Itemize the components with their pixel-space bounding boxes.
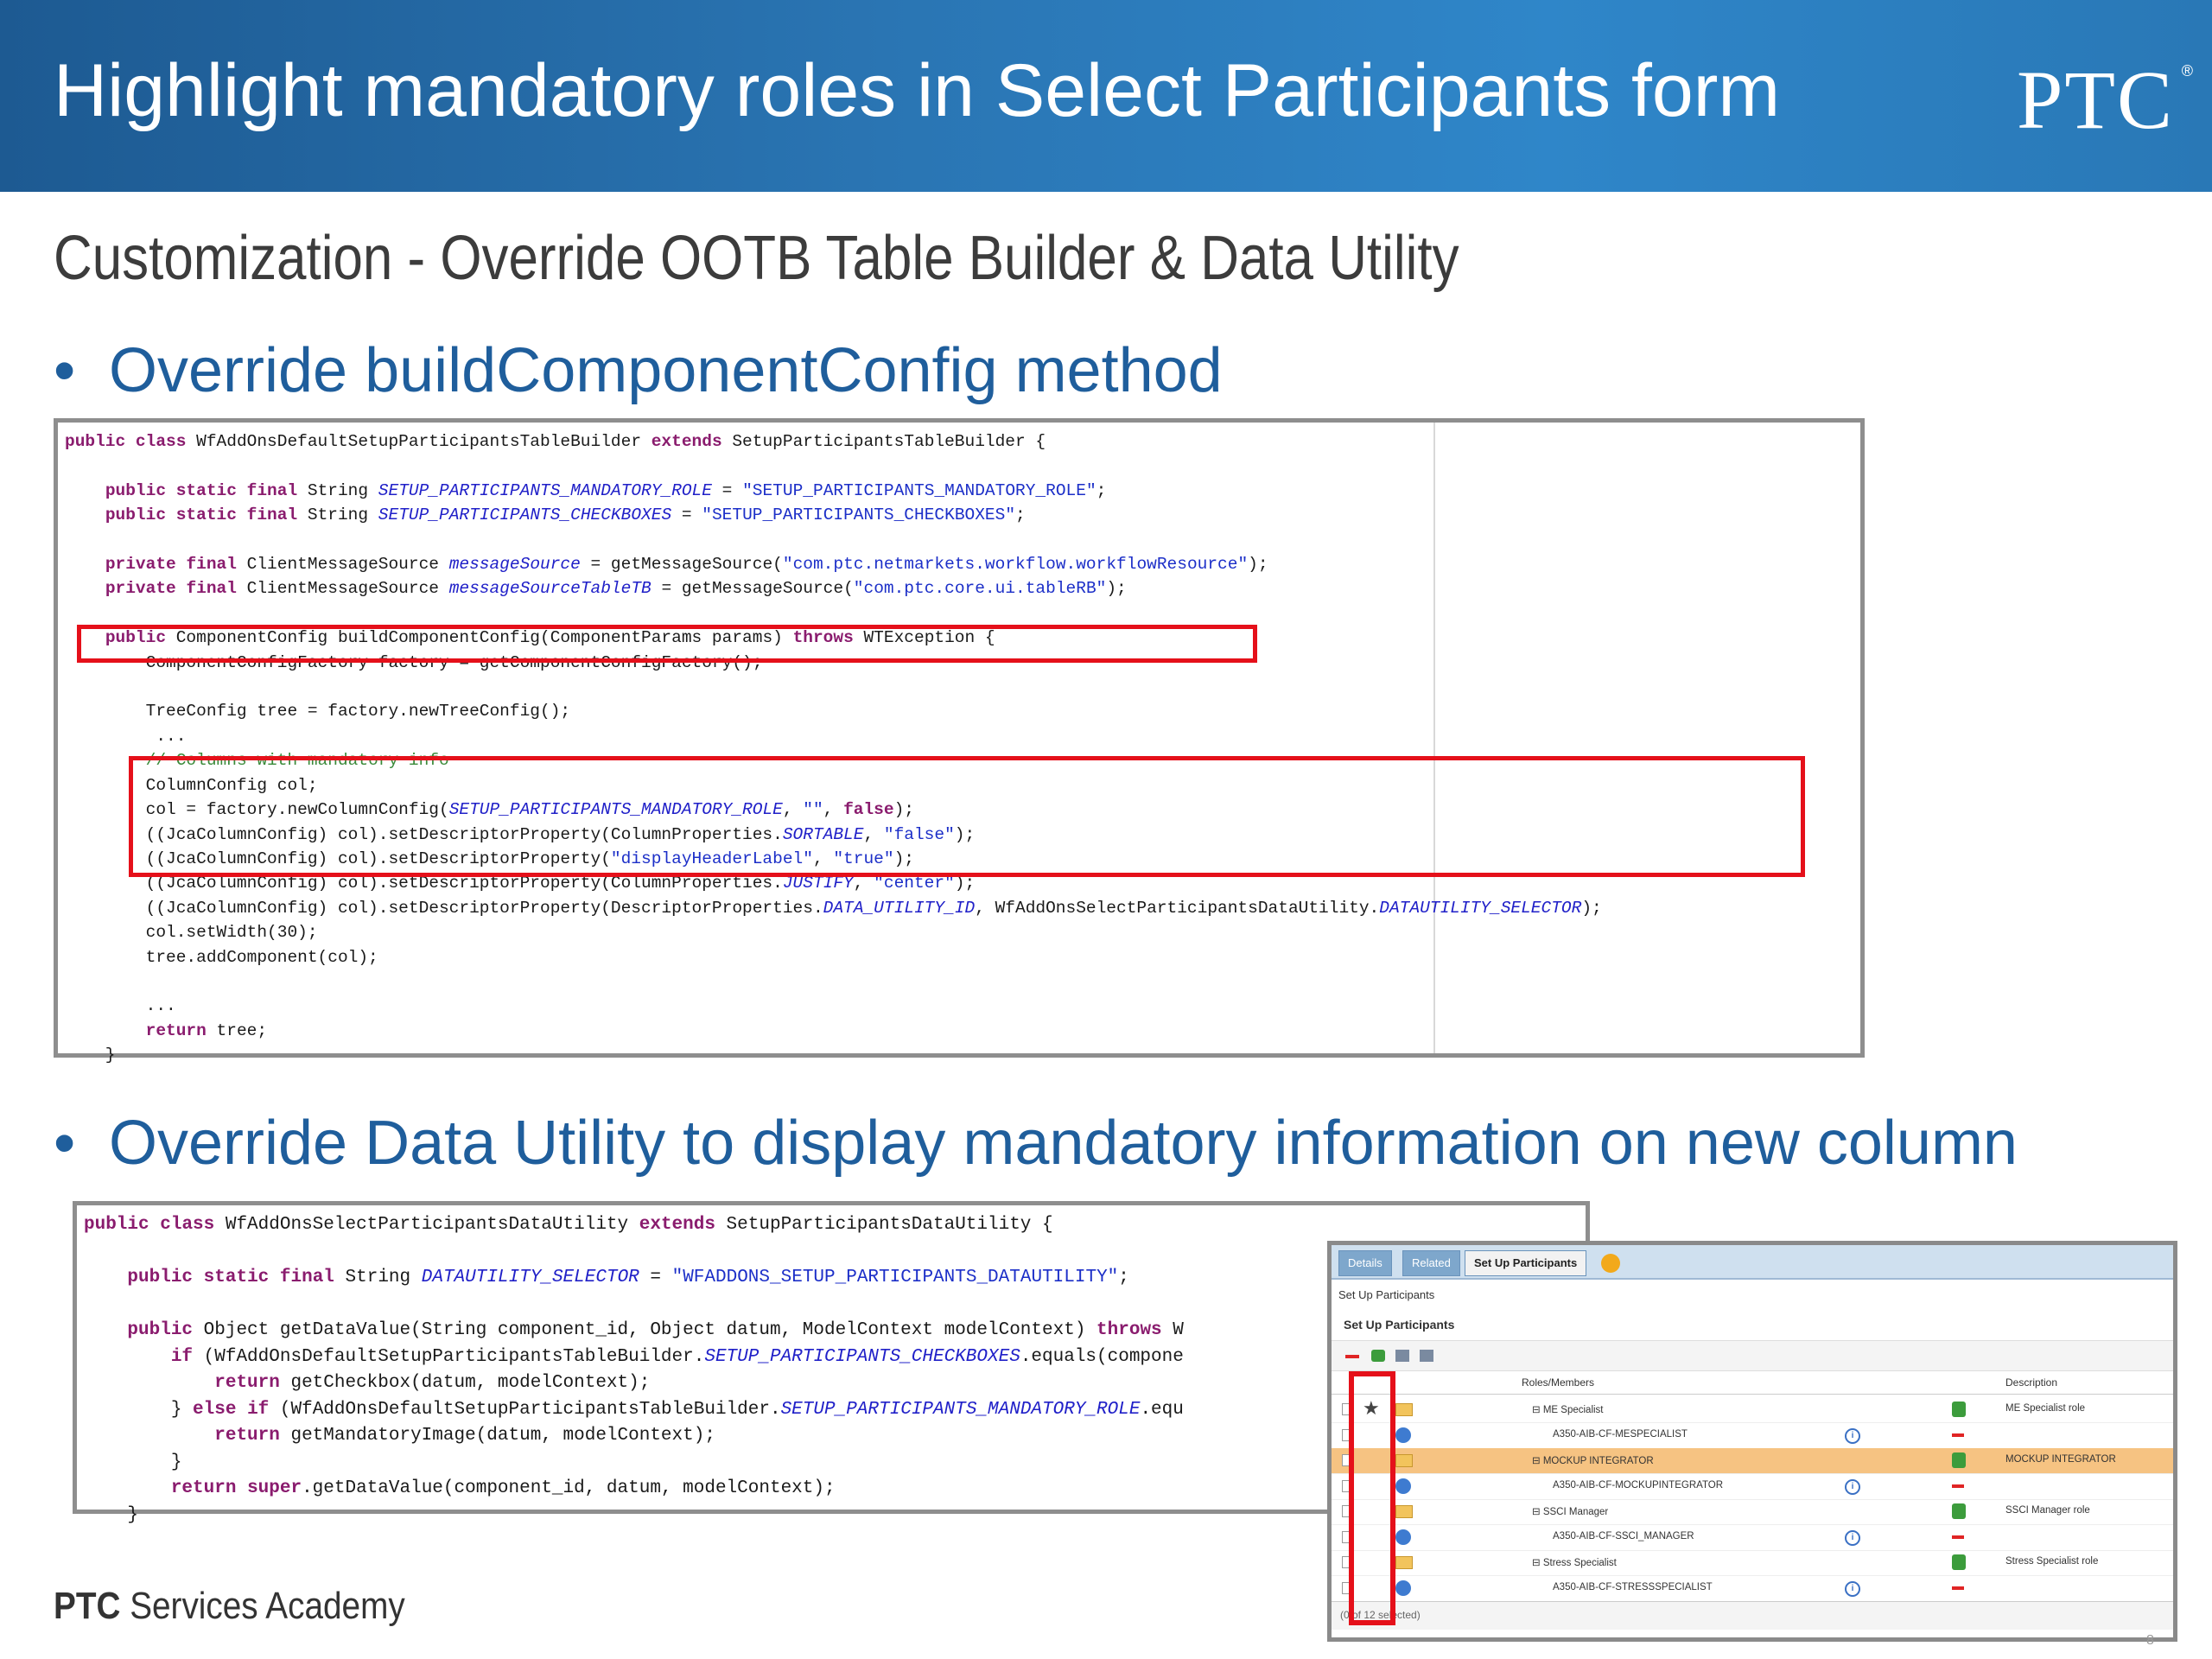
- role-name: ⊟ ME Specialist: [1532, 1405, 1604, 1415]
- bullet-data-utility: [54, 1108, 2018, 1179]
- bullet-dot-icon: •: [54, 336, 76, 405]
- code-line: col = factory.newColumnConfig(SETUP_PARTICIPANTS_MANDATORY_ROLE, "", false);: [65, 800, 914, 820]
- code-line: private final ClientMessageSource messageSource = getMessageSource("com.ptc.netmarkets.workflow.workflowResource");: [105, 555, 1268, 575]
- code-line: ((JcaColumnConfig) col).setDescriptorProperty(ColumnProperties.SORTABLE, "false");: [65, 824, 976, 844]
- tab-related[interactable]: Related: [1402, 1250, 1460, 1276]
- member-name: A350-AIB-CF-SSCI_MANAGER: [1553, 1530, 1694, 1541]
- code-line: ...: [65, 996, 176, 1016]
- bullet-build-component-config: [54, 335, 1223, 406]
- section-title[interactable]: Set Up Participants: [1344, 1318, 1455, 1332]
- code-line: [65, 969, 1602, 994]
- code-line: return tree;: [145, 1020, 268, 1040]
- role-folder-icon: [1395, 1556, 1413, 1569]
- copy-icon[interactable]: [1395, 1350, 1409, 1362]
- logo-trademark: ®: [2181, 62, 2193, 79]
- info-icon[interactable]: i: [1845, 1428, 1860, 1444]
- remove-member-icon[interactable]: [1952, 1535, 1964, 1539]
- table-builder-code-snippet: [54, 418, 1865, 1065]
- code-line: return getCheckbox(datum, modelContext);: [214, 1373, 651, 1393]
- table-row[interactable]: [1332, 1423, 2173, 1449]
- column-description[interactable]: Description: [2005, 1376, 2058, 1389]
- tab-set-up-participants[interactable]: Set Up Participants: [1465, 1250, 1586, 1276]
- page-number: 8: [2146, 1633, 2154, 1648]
- code-line: return getMandatoryImage(datum, modelContext);: [214, 1426, 715, 1446]
- code-line: // Columns with mandatory info: [145, 751, 449, 771]
- code-line: ComponentConfigFactory factory = getComponentConfigFactory();: [65, 652, 763, 672]
- remove-member-icon[interactable]: [1952, 1484, 1964, 1488]
- code-line: private final ClientMessageSource messageSourceTableTB = getMessageSource("com.ptc.core.ui.tableRB");: [105, 579, 1127, 599]
- method-signature-highlight: [77, 625, 1257, 663]
- tab-details[interactable]: Details: [1338, 1250, 1392, 1276]
- column-roles-members[interactable]: Roles/Members: [1522, 1376, 1595, 1389]
- ptc-logo: PTC: [2016, 54, 2174, 146]
- add-member-icon[interactable]: [1952, 1503, 1966, 1519]
- bullet-text: Override buildComponentConfig method: [109, 336, 1223, 405]
- code-line: public class WfAddOnsDefaultSetupParticipantsTableBuilder extends SetupParticipantsTableBuilder {: [65, 432, 1046, 451]
- gear-icon[interactable]: [1601, 1254, 1620, 1273]
- section-label: Set Up Participants: [1338, 1288, 1435, 1301]
- code-line: return super.getDataValue(component_id, datum, modelContext);: [170, 1478, 836, 1498]
- code-line: public static final String DATAUTILITY_SELECTOR = "WFADDONS_SETUP_PARTICIPANTS_DATAUTILITY";: [127, 1268, 1129, 1287]
- paste-icon[interactable]: [1420, 1350, 1433, 1362]
- remove-icon[interactable]: [1345, 1355, 1359, 1358]
- info-icon[interactable]: i: [1845, 1581, 1860, 1597]
- table-footer: [1332, 1601, 2173, 1630]
- role-folder-icon: [1395, 1454, 1413, 1467]
- role-folder-icon: [1395, 1505, 1413, 1518]
- select-participants-screenshot: [1327, 1241, 2177, 1642]
- code-line: ...: [65, 726, 187, 746]
- code-line: tree.addComponent(col);: [65, 947, 378, 967]
- info-icon[interactable]: i: [1845, 1530, 1860, 1546]
- remove-member-icon[interactable]: [1952, 1433, 1964, 1437]
- code-line: public ComponentConfig buildComponentConfig(ComponentParams params) throws WTException {: [105, 628, 995, 648]
- table-row[interactable]: [1332, 1474, 2173, 1500]
- code-line: }: [65, 1046, 116, 1065]
- role-name: ⊟ MOCKUP INTEGRATOR: [1532, 1456, 1654, 1466]
- add-member-icon[interactable]: [1952, 1452, 1966, 1468]
- code-line: ((JcaColumnConfig) col).setDescriptorProperty("displayHeaderLabel", "true");: [65, 849, 914, 868]
- info-icon[interactable]: i: [1845, 1479, 1860, 1495]
- code-line: ColumnConfig col;: [65, 775, 318, 795]
- table-row[interactable]: [1332, 1576, 2173, 1602]
- footer-brand: [54, 1585, 405, 1628]
- code-line: [65, 528, 1602, 552]
- table-row[interactable]: [1332, 1525, 2173, 1551]
- code-line: public static final String SETUP_PARTICIPANTS_CHECKBOXES = "SETUP_PARTICIPANTS_CHECKBOXES";: [105, 505, 1026, 525]
- role-description: SSCI Manager role: [2005, 1505, 2090, 1516]
- code-line: [84, 1292, 1184, 1319]
- role-description: Stress Specialist role: [2005, 1556, 2099, 1567]
- mandatory-column-highlight: [1349, 1371, 1395, 1625]
- add-participant-icon[interactable]: [1371, 1350, 1385, 1362]
- role-name: ⊟ Stress Specialist: [1532, 1558, 1617, 1568]
- code-line: ((JcaColumnConfig) col).setDescriptorProperty(DescriptorProperties.DATA_UTILITY_ID, WfAddOnsSelectParticipantsDataUtility.DATAUTILITY_SELECTOR);: [65, 898, 1602, 918]
- slide-subtitle: Customization - Override OOTB Table Builder & Data Utility: [54, 224, 1459, 293]
- user-icon: [1395, 1427, 1411, 1443]
- table-row[interactable]: [1332, 1550, 2173, 1576]
- bullet-text: Override Data Utility to display mandatory information on new column: [109, 1109, 2018, 1178]
- bullet-dot-icon: •: [54, 1109, 76, 1178]
- code-line: }: [84, 1504, 139, 1525]
- column-config-highlight: [129, 756, 1805, 877]
- code-line: [84, 1239, 1184, 1266]
- add-member-icon[interactable]: [1952, 1554, 1966, 1570]
- code-line: public class WfAddOnsSelectParticipantsDataUtility extends SetupParticipantsDataUtility {: [84, 1215, 1053, 1235]
- code-line: public Object getDataValue(String component_id, Object datum, ModelContext modelContext) throws W: [127, 1320, 1184, 1340]
- footer-brand-text: Services Academy: [120, 1585, 405, 1627]
- member-name: A350-AIB-CF-MESPECIALIST: [1553, 1428, 1688, 1440]
- code-block: [65, 429, 1602, 1068]
- role-folder-icon: [1395, 1403, 1413, 1416]
- code-line: }: [84, 1452, 182, 1472]
- slide-title: Highlight mandatory roles in Select Participants form: [54, 49, 1780, 132]
- mandatory-star-icon: ★: [1363, 1397, 1380, 1419]
- table-row[interactable]: [1332, 1499, 2173, 1525]
- code-line: TreeConfig tree = factory.newTreeConfig();: [65, 702, 571, 721]
- code-line: if (WfAddOnsDefaultSetupParticipantsTableBuilder.SETUP_PARTICIPANTS_CHECKBOXES.equals(compone: [170, 1346, 1184, 1367]
- role-description: ME Specialist role: [2005, 1403, 2086, 1414]
- member-name: A350-AIB-CF-STRESSSPECIALIST: [1553, 1581, 1713, 1592]
- title-banner: [0, 0, 2212, 192]
- role-description: MOCKUP INTEGRATOR: [2005, 1454, 2116, 1465]
- code-line: [65, 601, 1602, 626]
- user-icon: [1395, 1580, 1411, 1596]
- code-line: ((JcaColumnConfig) col).setDescriptorProperty(ColumnProperties.JUSTIFY, "center");: [65, 874, 976, 893]
- user-icon: [1395, 1478, 1411, 1494]
- code-line: [65, 454, 1602, 478]
- table-header: [1332, 1371, 2173, 1395]
- tab-bar: [1332, 1245, 2173, 1280]
- role-name: ⊟ SSCI Manager: [1532, 1507, 1609, 1517]
- table-row[interactable]: [1332, 1397, 2173, 1423]
- code-line: [65, 675, 1602, 699]
- member-name: A350-AIB-CF-MOCKUPINTEGRATOR: [1553, 1479, 1724, 1491]
- table-row[interactable]: [1332, 1448, 2173, 1474]
- code-line: public static final String SETUP_PARTICIPANTS_MANDATORY_ROLE = "SETUP_PARTICIPANTS_MANDATORY_ROLE";: [105, 480, 1107, 500]
- table-toolbar: [1332, 1340, 2173, 1371]
- remove-member-icon[interactable]: [1952, 1586, 1964, 1590]
- selection-count: (0 of 12 selected): [1340, 1609, 1421, 1621]
- user-icon: [1395, 1529, 1411, 1545]
- footer-brand-ptc: PTC: [54, 1585, 121, 1627]
- code-line: col.setWidth(30);: [65, 923, 318, 943]
- code-line: } else if (WfAddOnsDefaultSetupParticipantsTableBuilder.SETUP_PARTICIPANTS_MANDATORY_ROLE.equ: [84, 1399, 1184, 1420]
- add-member-icon[interactable]: [1952, 1402, 1966, 1417]
- code-block: [84, 1212, 1184, 1529]
